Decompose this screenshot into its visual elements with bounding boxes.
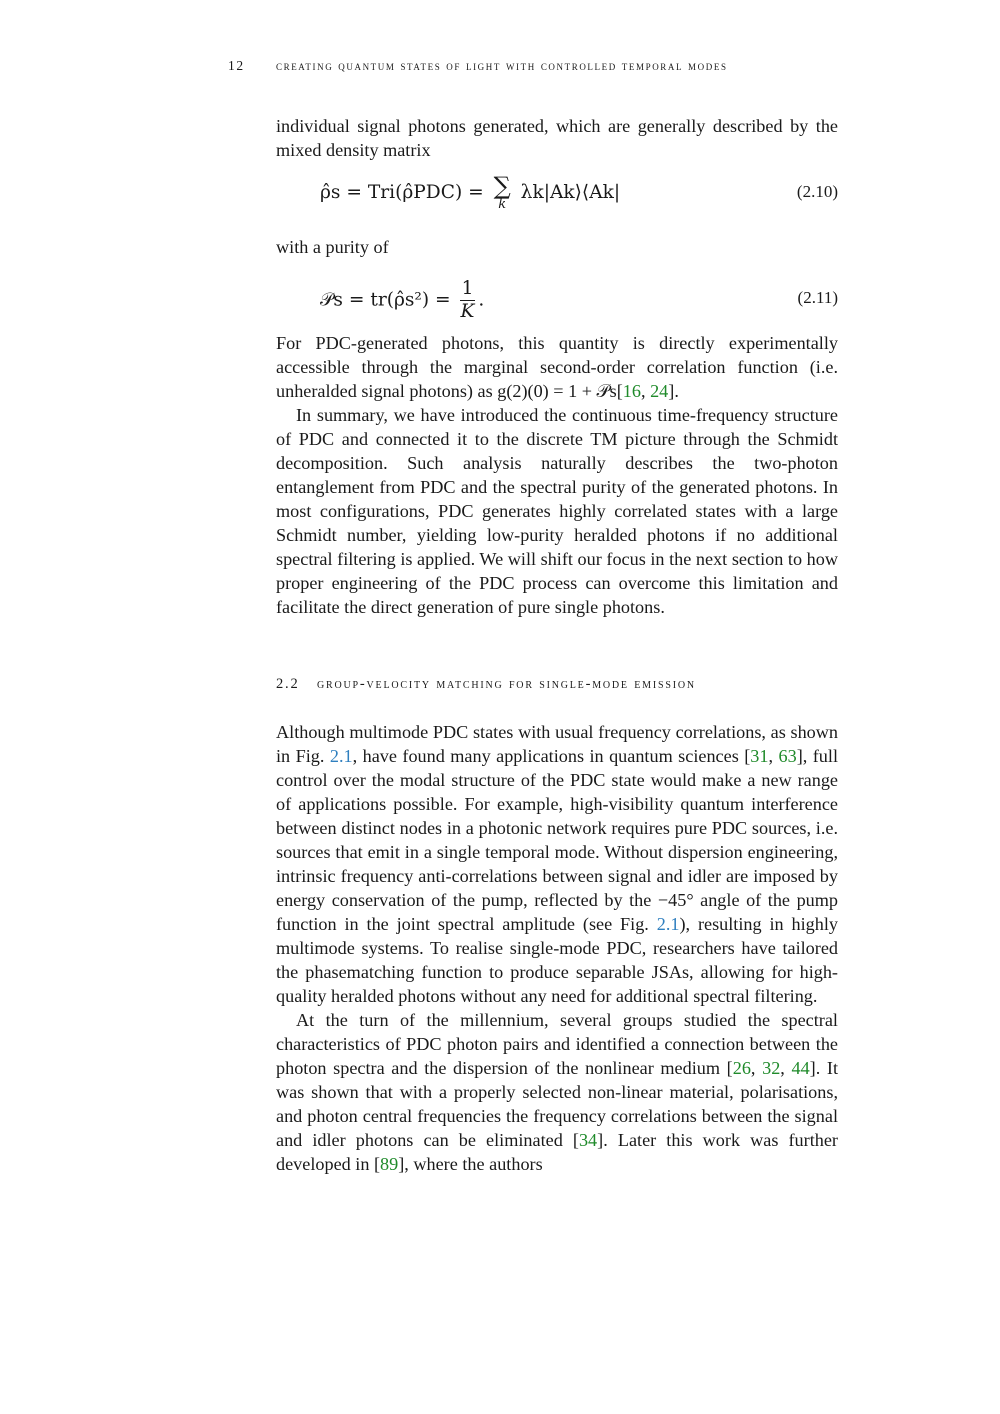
purity-text: with a purity of — [276, 237, 389, 257]
text-run: , have found many applications in quantum sciences [ — [352, 746, 751, 766]
citation-link[interactable]: 31 — [750, 746, 769, 766]
citation-link[interactable]: 63 — [778, 746, 797, 766]
fraction-numerator: 1 — [461, 278, 474, 299]
pdc-body: For PDC-generated photons, this quantity is directly experimentally accessible through the marginal second-order correlation function (i.e. unheralded signal photons) as g(2)(0) = 1 + 𝒫s[ — [276, 333, 838, 401]
text-run: ], full control over the modal structure of the PDC state would make a new range of applications possible. For example, high-visibility quantum interference between distinct nodes in a photonic network requires pure PDC sources, i.e. sources that emit in a single temporal mode. Without dispersion engineering, intrinsic frequency anti-correlations between signal and idler are imposed by energy conservation of the pump, reflected by the −45° angle of the pump function in the joint spectral amplitude (see Fig. — [276, 746, 839, 934]
running-title: creating quantum states of light with controlled temporal modes — [276, 58, 728, 73]
citation-link[interactable]: 34 — [578, 1130, 598, 1150]
pdc-end: ]. — [668, 381, 679, 401]
text-run: ]. It was shown that with a properly selected non-linear material, polarisations, and photon central frequencies the frequency correlations between the signal and idler photons can be eliminated [ — [276, 1058, 839, 1150]
text-run: , — [780, 1058, 792, 1078]
citation-link[interactable]: 26 — [732, 1058, 751, 1078]
citation-separator: , — [640, 381, 651, 401]
sum-symbol: ∑ — [493, 172, 511, 200]
paragraph-summary: In summary, we have introduced the continuous time-frequency structure of PDC and connected it to the discrete TM picture through the Schmidt decomposition. Such analysis naturally describes the two-photon entanglement from PDC and the spectral purity of the generated photons. In most configurations, PDC generates highly correlated states with a large Schmidt number, yielding low-purity heralded photons if no additional spectral filtering is applied. We will shift our focus in the next section to how proper engineering of the PDC process can overcome this limitation and facilitate the direct generation of pure single photons. — [276, 405, 838, 617]
citation-link[interactable]: 89 — [380, 1154, 399, 1174]
fraction — [460, 278, 476, 323]
citation-link[interactable]: 16 — [622, 381, 641, 401]
eq-2-11-tail: . — [478, 289, 485, 311]
text-run: ], where the authors — [398, 1154, 543, 1174]
figure-link[interactable]: 2.1 — [656, 914, 680, 934]
sum-index: k — [498, 197, 507, 212]
fraction-denominator: K — [460, 301, 475, 322]
equation-2-10-body — [320, 174, 620, 212]
paragraph-pdc — [276, 331, 838, 619]
page-number: 12 — [228, 58, 245, 73]
text-run: ), resulting in highly multimode systems. To realise single-mode PDC, researchers have tailored the phasematching function to produce separable JSAs, allowing for high-quality heralded photons without any need for additional spectral filtering. — [276, 914, 838, 1006]
equation-number-2-11: (2.11) — [797, 288, 838, 307]
equation-number-2-10: (2.10) — [796, 182, 838, 201]
text-run: Although multimode PDC states with usual frequency correlations, as shown in Fig. — [276, 722, 838, 766]
summation-sign — [494, 174, 511, 212]
section-title: group-velocity matching for single-mode emission — [317, 676, 696, 692]
equation-2-10 — [320, 174, 838, 214]
paragraph-millennium — [276, 1008, 838, 1176]
eq-2-10-lhs: ρ̂s = Tri(ρ̂PDC) = — [320, 182, 484, 203]
intro-text: individual signal photons generated, which are generally described by the mixed density matrix — [276, 116, 838, 160]
text-run: ]. Later this work was further developed in [ — [276, 1130, 838, 1174]
eq-2-10-rhs: λk|Ak⟩⟨Ak| — [520, 182, 621, 203]
citation-link[interactable]: 44 — [791, 1058, 810, 1078]
text-run: , — [750, 1058, 763, 1078]
eq-2-11-lhs: 𝒫s = tr(ρ̂s²) = — [320, 289, 451, 311]
text-run: , — [768, 746, 779, 766]
equation-2-11-body — [320, 278, 484, 323]
section-number: 2.2 — [276, 676, 300, 692]
figure-link[interactable]: 2.1 — [329, 746, 353, 766]
running-header — [228, 58, 904, 80]
text-run: At the turn of the millennium, several groups studied the spectral characteristics of PDC photon pairs and identified a connection between the photon spectra and the dispersion of the nonlinear medium [ — [276, 1010, 838, 1078]
paragraph-intro — [276, 114, 838, 162]
citation-link[interactable]: 32 — [762, 1058, 781, 1078]
pdc-text — [276, 331, 838, 403]
citation-link[interactable]: 24 — [650, 381, 669, 401]
section-body — [276, 720, 838, 1176]
paragraph-multimode — [276, 720, 838, 1008]
paragraph-purity — [276, 235, 838, 259]
equation-2-11 — [320, 278, 838, 322]
